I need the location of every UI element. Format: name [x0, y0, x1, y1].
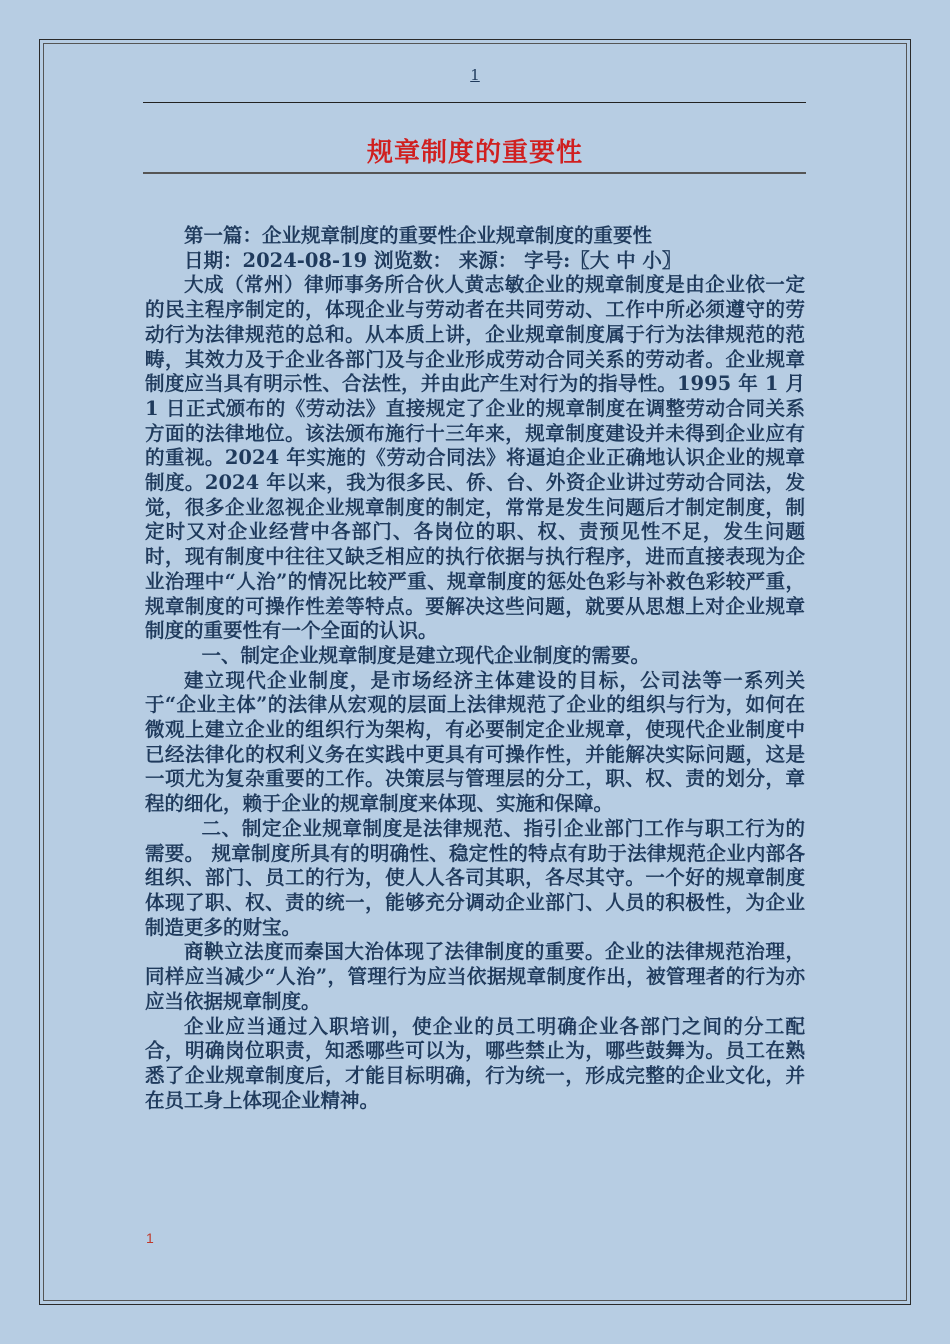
footer-page-number: 1 [146, 1230, 154, 1246]
article-heading: 第一篇：企业规章制度的重要性企业规章制度的重要性 [184, 224, 653, 247]
document-title: 规章制度的重要性 [366, 138, 583, 168]
section-two-paragraph: 二、制定企业规章制度是法律规范、指引企业部门工作与职工行为的需要。 规章制度所具有的明确性、稳定性的特点有助于法律规范企业内部各组织、部门、员工的行为，使人人各司其职，各尽其守。一个好的规章制度体现了职、权、责的统一，能够充分调动企业部门、人员的积极性，为企业制造更多的财宝。 [145, 816, 805, 939]
section-one-heading: 一、制定企业规章制度是建立现代企业制度的需要。 [201, 643, 651, 667]
shang-yang-paragraph: 商鞅立法度而秦国大治体现了法律制度的重要。企业的法律规范治理，同样应当减少“人治”，管理行为应当依据规章制度作出，被管理者的行为亦应当依据规章制度。 [145, 940, 805, 1013]
header-page-number: 1 [470, 66, 480, 84]
intro-paragraph: 大成（常州）律师事务所合伙人黄志敏企业的规章制度是由企业依一定的民主程序制定的，体现企业与劳动者在共同劳动、工作中所必须遵守的劳动行为法律规范的总和。从本质上讲，企业规章制度属于行为法律规范的范畴，其效力及于企业各部门及与企业形成劳动合同关系的劳动者。企业规章制度应当具有明示性、合法性，并由此产生对行为的指导性。1995 年 1 月 1 日正式颁布的《劳动法》直接规定了企业的规章制度在调整劳动合同关系方面的法律地位。该法颁布施行十三年来，规章制度建设并未得到企业应有的重视。2024 年实施的《劳动合同法》将逼迫企业正确地认识企业的规章制度。2024 年以来，我为很多民、侨、台、外资企业讲过劳动合同法，发觉，很多企业忽视企业规章制度的制定，常常是发生问题后才制定制度，制定时又对企业经营中各部门、各岗位的职、权、责预见性不足，发生问题时，现有制度中往往又缺乏相应的执行依据与执行程序，进而直接表现为企业治理中“人治”的情况比较严重、规章制度的惩处色彩与补救色彩较严重，规章制度的可操作性差等特点。要解决这些问题，就要从思想上对企业规章制度的重要性有一个全面的认识。 [145, 273, 805, 643]
section-one-paragraph: 建立现代企业制度，是市场经济主体建设的目标，公司法等一系列关于“企业主体”的法律从宏观的层面上法律规范了企业的组织与行为，如何在微观上建立企业的组织行为架构，有必要制定企业规章，使现代企业制度中已经法律化的权利义务在实践中更具有可操作性，并能解决实际问题，这是一项尤为复杂重要的工作。决策层与管理层的分工，职、权、责的划分，章程的细化，赖于企业的规章制度来体现、实施和保障。 [145, 668, 805, 816]
training-paragraph: 企业应当通过入职培训，使企业的员工明确企业各部门之间的分工配合，明确岗位职责，知悉哪些可以为，哪些禁止为，哪些鼓舞为。员工在熟悉了企业规章制度后，才能目标明确，行为统一，形成完整的企业文化，并在员工身上体现企业精神。 [145, 1014, 805, 1112]
header-divider [143, 102, 806, 103]
title-divider [143, 172, 806, 174]
article-meta: 日期：2024-08-19 浏览数： 来源： 字号:〖大 中 小〗 [184, 248, 682, 272]
document-body [145, 224, 805, 1113]
